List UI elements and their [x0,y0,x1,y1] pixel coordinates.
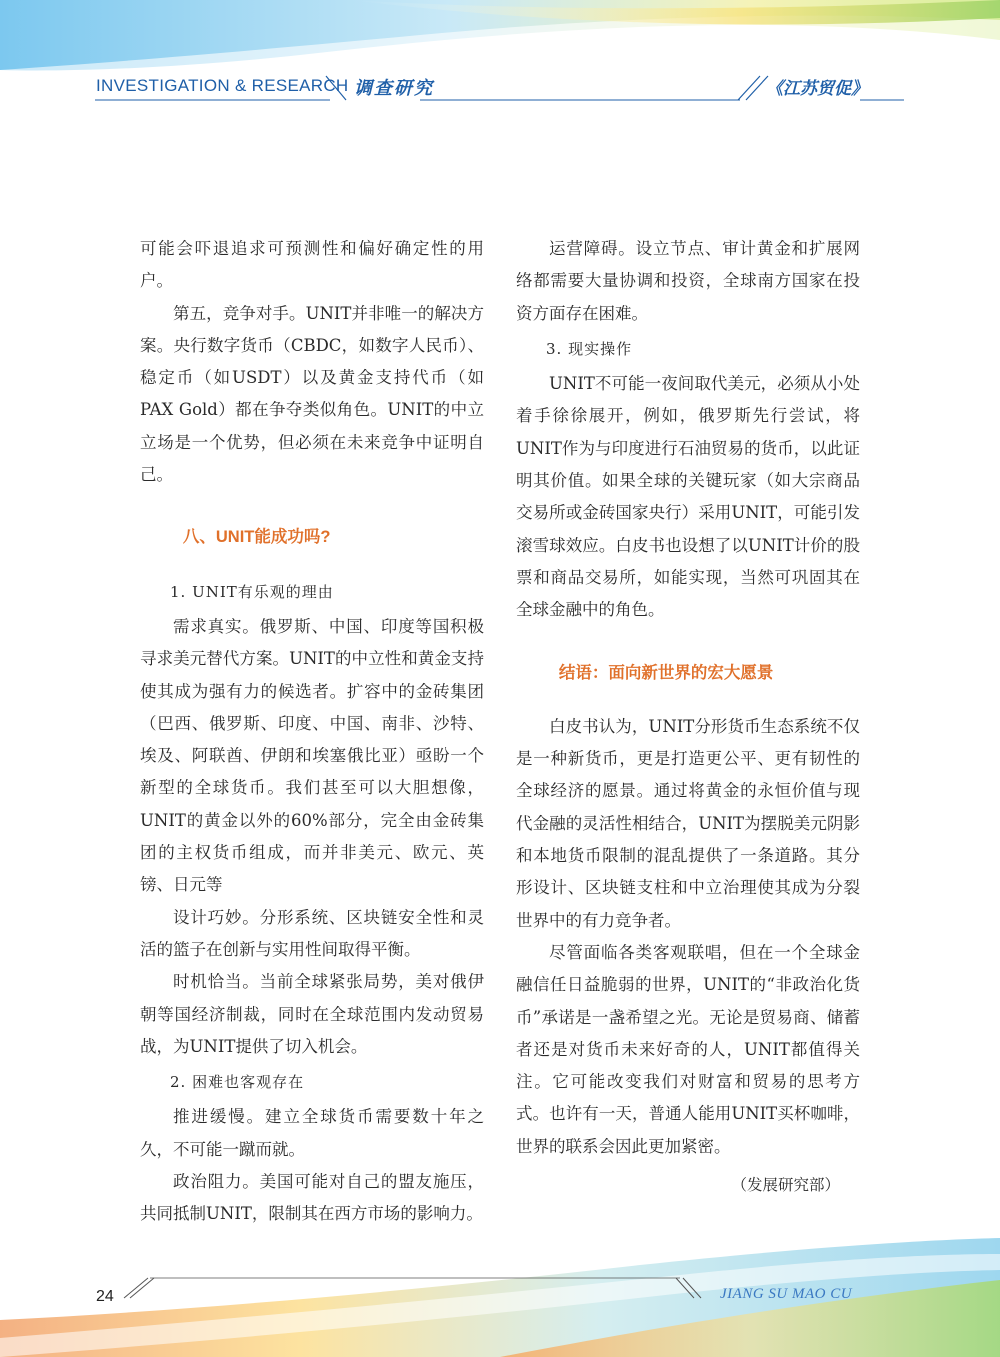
section-heading: 结语：面向新世界的宏大愿景 [558,663,774,682]
paragraph: 设计巧妙。分形系统、区块链安全性和灵活的篮子在创新与实用性间取得平衡。 [140,907,484,959]
subheading: 3. 现实操作 [546,339,633,358]
header-rule-lines [0,0,1000,140]
paragraph: 运营障碍。设立节点、审计黄金和扩展网络都需要大量协调和投资，全球南方国家在投资方面存在困难。 [516,239,860,323]
paragraph: 可能会吓退追求可预测性和偏好确定性的用户。 [140,239,484,291]
header-magazine-title: 《江苏贸促》 [766,79,868,99]
right-column [516,233,860,1201]
subheading: 2. 困难也客观存在 [170,1073,305,1092]
left-column [140,233,484,1231]
section-heading: 八、UNIT能成功吗? [182,528,331,547]
signature: （发展研究部） [731,1176,840,1195]
paragraph: 尽管面临各类客观联唱，但在一个全球金融信任日益脆弱的世界，UNIT的“非政治化货币”承诺是一盏希望之光。无论是贸易商、储蓄者还是对货币未来好奇的人，UNIT都值得关注。它可能改变我们对财富和贸易的思考方式。也许有一天，普通人能用UNIT买杯咖啡，世界的联系会因此更加紧密。 [516,942,860,1156]
paragraph: 需求真实。俄罗斯、中国、印度等国积极寻求美元替代方案。UNIT的中立性和黄金支持使其成为强有力的候选者。扩容中的金砖集团（巴西、俄罗斯、印度、中国、南非、沙特、埃及、阿联酋、伊朗和埃塞俄比亚）亟盼一个新型的全球货币。我们甚至可以大胆想像，UNIT的黄金以外的60%部分，完全由金砖集团的主权货币组成，而并非美元、欧元、英镑、日元等 [140,616,484,895]
paragraph: 政治阻力。美国可能对自己的盟友施压，共同抵制UNIT，限制其在西方市场的影响力。 [140,1172,484,1224]
paragraph: 第五，竞争对手。UNIT并非唯一的解决方案。央行数字货币（CBDC，如数字人民币）、稳定币（如USDT）以及黄金支持代币（如PAX Gold）都在争夺类似角色。UNIT的中立立场是一个优势，但必须在未来竞争中证明自己。 [140,303,484,485]
header-section-english: INVESTIGATION & RESEARCH [96,76,349,95]
header-section-chinese: 调查研究 [354,78,434,99]
paragraph: 时机恰当。当前全球紧张局势，美对俄伊朝等国经济制裁，同时在全球范围内发动贸易战，为UNIT提供了切入机会。 [140,972,484,1056]
page-number: 24 [96,1288,114,1305]
footer-magazine-name: JIANG SU MAO CU [720,1286,853,1302]
paragraph: 白皮书认为，UNIT分形货币生态系统不仅是一种新货币，更是打造更公平、更有韧性的全球经济的愿景。通过将黄金的永恒价值与现代金融的灵活性相结合，UNIT为摆脱美元阴影和本地货币限制的混乱提供了一条道路。其分形设计、区块链支柱和中立治理使其成为分裂世界中的有力竞争者。 [516,716,860,930]
subheading: 1. UNIT有乐观的理由 [170,582,334,601]
paragraph: 推进缓慢。建立全球货币需要数十年之久，不可能一蹴而就。 [140,1107,484,1159]
paragraph: UNIT不可能一夜间取代美元，必须从小处着手徐徐展开，例如，俄罗斯先行尝试，将UNIT作为与印度进行石油贸易的货币，以此证明其价值。如果全球的关键玩家（如大宗商品交易所或金砖国家央行）采用UNIT，可能引发滚雪球效应。白皮书也设想了以UNIT计价的股票和商品交易所，如能实现，当然可巩固其在全球金融中的角色。 [516,374,860,620]
